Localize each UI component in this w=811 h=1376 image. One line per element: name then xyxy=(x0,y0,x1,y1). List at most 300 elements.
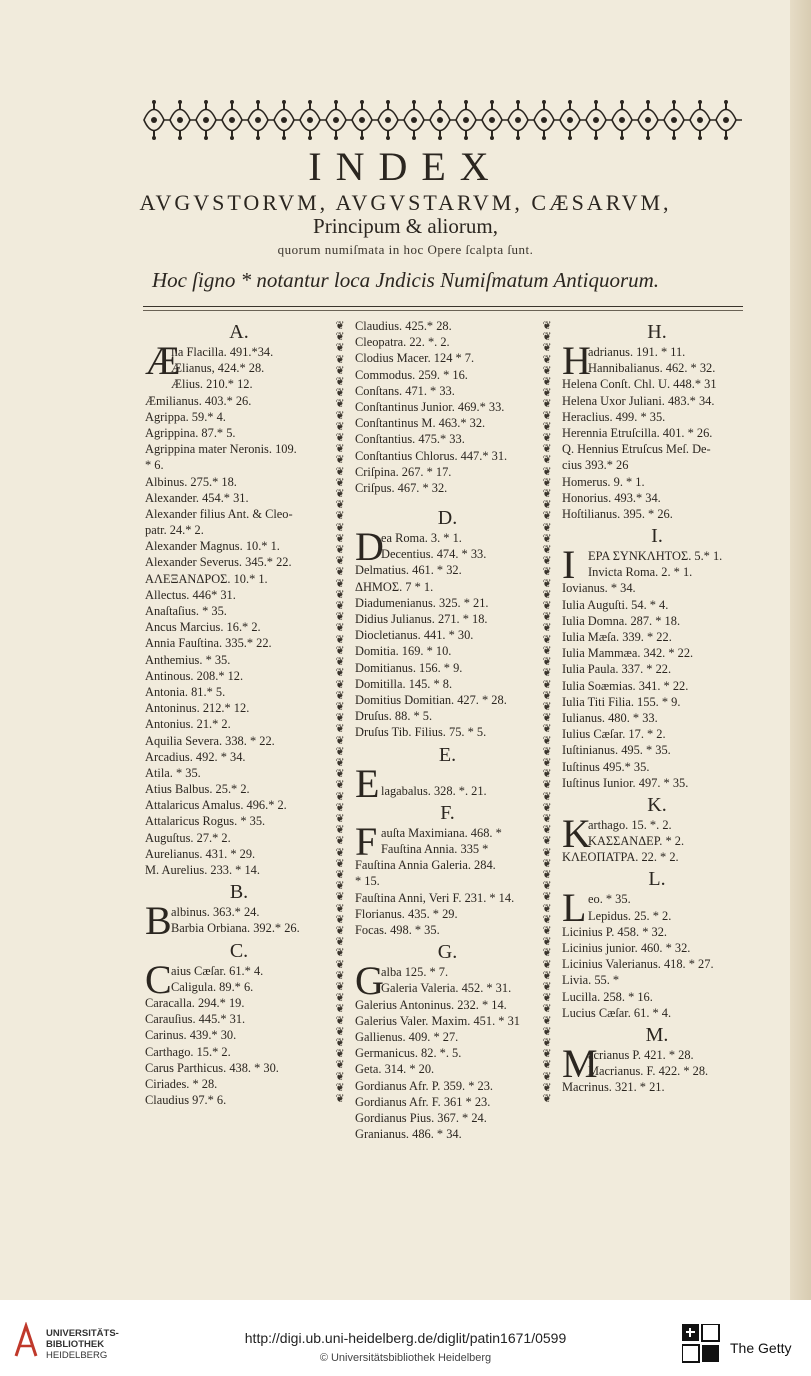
divider-ornament-glyph: ❦ xyxy=(335,1092,345,1106)
index-entry: lagabalus. 328. *. 21. xyxy=(381,783,487,798)
drop-cap: D xyxy=(355,524,384,570)
divider-ornament-glyph: ❦ xyxy=(542,487,552,501)
index-entry: Anaſtaſius. * 35. xyxy=(145,604,227,619)
index-entry: Atius Balbus. 25.* 2. xyxy=(145,782,250,797)
index-entry: adrianus. 191. * 11. xyxy=(588,345,686,359)
divider-ornament-glyph: ❦ xyxy=(335,800,345,814)
index-entry: Antonius. 21.* 2. xyxy=(145,717,231,732)
index-entry: aius Cæſar. 61.* 4. xyxy=(171,963,264,978)
section-letter-m: M. xyxy=(645,1024,669,1046)
index-entry: Agrippina. 87.* 5. xyxy=(145,425,236,440)
section-letter-d: D. xyxy=(437,507,458,530)
divider-ornament-glyph: ❦ xyxy=(335,599,345,613)
divider-ornament-glyph: ❦ xyxy=(335,890,345,904)
index-entry: Commodus. 259. * 16. xyxy=(355,367,468,382)
drop-cap: C xyxy=(145,956,172,1002)
drop-cap-entry-d xyxy=(355,524,540,570)
divider-ornament-glyph: ❦ xyxy=(335,733,345,747)
divider-ornament-glyph: ❦ xyxy=(335,722,345,736)
divider-ornament-glyph: ❦ xyxy=(335,498,345,512)
entry-list-i xyxy=(562,580,752,790)
index-entry: Ælius. 210.* 12. xyxy=(171,377,253,392)
divider-ornament-glyph: ❦ xyxy=(542,744,552,758)
divider-ornament-glyph: ❦ xyxy=(542,565,552,579)
index-entry: Macrianus. F. 422. * 28. xyxy=(588,1064,709,1079)
divider-ornament-glyph: ❦ xyxy=(542,755,552,769)
index-entry: Alexander Magnus. 10.* 1. xyxy=(145,539,280,554)
index-entry: Gordianus Afr. F. 361 * 23. xyxy=(355,1094,491,1109)
divider-ornament-glyph: ❦ xyxy=(542,498,552,512)
divider-ornament-glyph: ❦ xyxy=(335,789,345,803)
index-entry: Alexander. 454.* 31. xyxy=(145,490,249,505)
index-entry: Licinius Valerianus. 418. * 27. xyxy=(562,957,714,972)
index-entry: patr. 24.* 2. xyxy=(145,523,204,538)
divider-ornament-glyph: ❦ xyxy=(542,845,552,859)
divider-ornament-glyph: ❦ xyxy=(542,632,552,646)
divider-ornament-glyph: ❦ xyxy=(335,778,345,792)
index-entry: Iulia Domna. 287. * 18. xyxy=(562,613,681,628)
divider-ornament-glyph: ❦ xyxy=(542,655,552,669)
divider-ornament-glyph: ❦ xyxy=(542,643,552,657)
heading-rule-thin xyxy=(143,310,743,311)
index-entry: Carauſius. 445.* 31. xyxy=(145,1012,246,1027)
getty-logo-icon xyxy=(682,1324,720,1364)
divider-ornament-glyph: ❦ xyxy=(335,688,345,702)
drop-cap: I xyxy=(562,542,576,588)
index-entry: Annia Fauſtina. 335.* 22. xyxy=(145,636,272,651)
index-entry: Carinus. 439.* 30. xyxy=(145,1028,237,1043)
divider-ornament-glyph: ❦ xyxy=(542,1013,552,1027)
divider-ornament-glyph: ❦ xyxy=(335,352,345,366)
index-entry: Alexander Severus. 345.* 22. xyxy=(145,555,292,570)
index-entry: Auguſtus. 27.* 2. xyxy=(145,830,231,845)
divider-ornament-glyph: ❦ xyxy=(335,744,345,758)
divider-ornament-glyph: ❦ xyxy=(542,1047,552,1061)
index-entry: Q. Hennius Etruſcus Meſ. De- xyxy=(562,442,711,457)
divider-ornament-glyph: ❦ xyxy=(542,991,552,1005)
getty-name: The Getty xyxy=(730,1340,792,1356)
divider-ornament-glyph: ❦ xyxy=(542,520,552,534)
divider-ornament-glyph: ❦ xyxy=(335,363,345,377)
index-entry: Iulia Mæſa. 339. * 22. xyxy=(562,630,672,645)
divider-ornament-glyph: ❦ xyxy=(335,621,345,635)
index-entry: Gallienus. 409. * 27. xyxy=(355,1030,459,1044)
index-entry: Claudius. 425.* 28. xyxy=(355,319,452,333)
index-entry: Agrippina mater Neronis. 109. xyxy=(145,442,297,457)
index-entry: Antoninus. 212.* 12. xyxy=(145,701,250,716)
index-entry: Iovianus. * 34. xyxy=(562,581,636,596)
index-entry: ΚΑΣΣΑΝΔΕΡ. * 2. xyxy=(588,834,685,849)
divider-ornament-glyph: ❦ xyxy=(335,755,345,769)
index-entry: Galerius Valer. Maxim. 451. * 31 xyxy=(355,1013,520,1028)
drop-cap-entry-e xyxy=(355,760,540,806)
index-entry: Barbia Orbiana. 392.* 26. xyxy=(171,921,300,936)
divider-ornament-glyph: ❦ xyxy=(542,946,552,960)
index-entry: Criſpina. 267. * 17. xyxy=(355,464,452,479)
index-entry: Iuſtinus Iunior. 497. * 35. xyxy=(562,775,689,790)
divider-ornament-glyph: ❦ xyxy=(542,543,552,557)
divider-ornament-glyph: ❦ xyxy=(542,912,552,926)
divider-ornament-glyph: ❦ xyxy=(335,453,345,467)
index-entry: Carthago. 15.* 2. xyxy=(145,1044,231,1059)
divider-ornament-glyph: ❦ xyxy=(542,879,552,893)
index-entry: Domitia. 169. * 10. xyxy=(355,644,452,659)
drop-cap-entry-k xyxy=(562,810,752,856)
divider-ornament-glyph: ❦ xyxy=(542,1069,552,1083)
drop-cap: K xyxy=(562,810,591,856)
entry-list-c-continued xyxy=(355,318,540,496)
drop-cap: H xyxy=(562,338,591,383)
index-entry: Iulianus. 480. * 33. xyxy=(562,710,658,725)
divider-ornament-glyph: ❦ xyxy=(335,442,345,456)
divider-ornament-glyph: ❦ xyxy=(335,475,345,489)
index-entry: Heraclius. 499. * 35. xyxy=(562,409,666,424)
index-entry: arthago. 15. *. 2. xyxy=(588,817,672,832)
entry-list-l xyxy=(562,924,752,1021)
divider-ornament-glyph: ❦ xyxy=(542,923,552,937)
index-entry: Homerus. 9. * 1. xyxy=(562,474,645,489)
index-entry: Iuſtinus 495.* 35. xyxy=(562,759,650,774)
heading-rule xyxy=(143,306,743,307)
divider-ornament-glyph: ❦ xyxy=(335,397,345,411)
entry-list-c xyxy=(145,995,333,1108)
divider-ornament-glyph: ❦ xyxy=(335,375,345,389)
divider-ornament-glyph: ❦ xyxy=(542,890,552,904)
divider-ornament-glyph: ❦ xyxy=(335,464,345,478)
divider-ornament-glyph: ❦ xyxy=(335,856,345,870)
subtitle-augustorum: AVGVSTORVM, AVGVSTARVM, CÆSARVM, xyxy=(139,190,672,215)
index-entry: Gordianus Afr. P. 359. * 23. xyxy=(355,1078,494,1093)
index-entry: lia Flacilla. 491.*34. xyxy=(171,345,274,359)
divider-ornament-glyph: ❦ xyxy=(542,621,552,635)
divider-ornament-glyph: ❦ xyxy=(335,991,345,1005)
index-entry: Antonia. 81.* 5. xyxy=(145,684,226,699)
divider-ornament-glyph: ❦ xyxy=(335,330,345,344)
divider-ornament-glyph: ❦ xyxy=(542,554,552,568)
index-entry: Anthemius. * 35. xyxy=(145,652,231,667)
divider-ornament-glyph: ❦ xyxy=(542,834,552,848)
divider-ornament-glyph: ❦ xyxy=(542,408,552,422)
divider-ornament-glyph: ❦ xyxy=(335,1069,345,1083)
drop-cap: Æ xyxy=(145,338,181,383)
subtitle-principum: Principum & aliorum, xyxy=(313,214,498,238)
divider-ornament-glyph: ❦ xyxy=(542,823,552,837)
index-entry: Antinous. 208.* 12. xyxy=(145,668,244,683)
drop-cap-entry-h xyxy=(562,338,752,383)
drop-cap: B xyxy=(145,898,172,944)
index-entry: Æmilianus. 403.* 26. xyxy=(145,393,252,408)
divider-ornament-glyph: ❦ xyxy=(542,811,552,825)
divider-ornament-glyph: ❦ xyxy=(542,800,552,814)
drop-cap-entry-m xyxy=(562,1041,752,1086)
index-entry: Helena Uxor Juliani. 483.* 34. xyxy=(562,393,715,408)
divider-ornament-glyph: ❦ xyxy=(542,375,552,389)
index-entry: Iulia Paula. 337. * 22. xyxy=(562,662,672,677)
divider-ornament-glyph: ❦ xyxy=(335,643,345,657)
divider-ornament-glyph: ❦ xyxy=(335,1013,345,1027)
divider-ornament-glyph: ❦ xyxy=(335,1024,345,1038)
index-entry: Lepidus. 25. * 2. xyxy=(588,908,672,923)
divider-ornament-glyph: ❦ xyxy=(542,352,552,366)
index-entry: Hoſtilianus. 395. * 26. xyxy=(562,506,673,521)
divider-ornament-glyph: ❦ xyxy=(542,431,552,445)
divider-ornament-glyph: ❦ xyxy=(335,867,345,881)
subtitle-quorum: quorum numiſmata in hoc Opere ſcalpta ſunt. xyxy=(277,242,534,257)
section-letter-i: I. xyxy=(651,525,663,548)
divider-ornament-glyph: ❦ xyxy=(542,397,552,411)
section-letter-k: K. xyxy=(647,793,667,816)
index-entry: Galeria Valeria. 452. * 31. xyxy=(381,981,512,996)
divider-ornament-glyph: ❦ xyxy=(335,879,345,893)
divider-ornament-glyph: ❦ xyxy=(335,935,345,949)
divider-ornament-glyph: ❦ xyxy=(542,1002,552,1016)
ornament-band xyxy=(142,98,742,142)
index-entry: Criſpus. 467. * 32. xyxy=(355,480,448,495)
divider-ornament-glyph: ❦ xyxy=(335,632,345,646)
index-column-1 xyxy=(145,318,333,1108)
index-entry: Hannibalianus. 462. * 32. xyxy=(588,361,716,376)
index-entry: Aurelianus. 431. * 29. xyxy=(145,846,256,861)
index-entry: Lucilla. 258. * 16. xyxy=(562,989,653,1004)
index-entry: * 15. xyxy=(355,874,380,889)
divider-ornament-glyph: ❦ xyxy=(542,711,552,725)
index-entry: Iulia Titi Filia. 155. * 9. xyxy=(562,694,681,709)
index-entry: Focas. 498. * 35. xyxy=(355,923,440,938)
index-entry: Conſtans. 471. * 33. xyxy=(355,383,455,398)
index-entry: Allectus. 446* 31. xyxy=(145,587,236,602)
divider-ornament-glyph: ❦ xyxy=(542,699,552,713)
drop-cap-entry-l xyxy=(562,885,752,931)
divider-ornament-glyph: ❦ xyxy=(335,677,345,691)
divider-ornament-glyph: ❦ xyxy=(335,1047,345,1061)
divider-ornament-glyph: ❦ xyxy=(335,320,345,332)
index-entry: Iulius Cæſar. 17. * 2. xyxy=(562,727,666,742)
divider-ornament-glyph: ❦ xyxy=(542,957,552,971)
divider-ornament-glyph: ❦ xyxy=(335,1058,345,1072)
index-entry: Domitius Domitian. 427. * 28. xyxy=(355,692,507,707)
drop-cap: F xyxy=(355,818,378,864)
index-entry: Attalaricus Amalus. 496.* 2. xyxy=(145,798,287,813)
drop-cap: L xyxy=(562,885,587,931)
divider-ornament-glyph: ❦ xyxy=(335,531,345,545)
index-entry: Livia. 55. * xyxy=(562,973,620,988)
subtitle-note: Hoc ſigno * notantur loca Jndicis Numiſmatum Antiquorum. xyxy=(151,268,660,292)
divider-ornament-glyph: ❦ xyxy=(335,823,345,837)
divider-ornament-glyph: ❦ xyxy=(542,979,552,993)
index-entry: Fauſtina Annia. 335 * xyxy=(381,842,489,857)
divider-ornament-glyph: ❦ xyxy=(335,565,345,579)
divider-ornament-glyph: ❦ xyxy=(542,531,552,545)
column-divider-ornament xyxy=(540,320,554,1110)
index-entry: Conſtantius. 475.* 33. xyxy=(355,432,465,447)
divider-glyphs xyxy=(540,320,554,1104)
index-entry: alba 125. * 7. xyxy=(381,965,449,980)
section-letter-l: L. xyxy=(648,868,666,891)
divider-ornament-glyph: ❦ xyxy=(335,699,345,713)
drop-cap: M xyxy=(562,1041,598,1086)
index-entry: Caligula. 89.* 6. xyxy=(171,979,254,994)
divider-ornament-glyph: ❦ xyxy=(542,778,552,792)
section-letter-c: C. xyxy=(229,939,249,962)
index-entry: Geta. 314. * 20. xyxy=(355,1062,435,1077)
index-entry: * 6. xyxy=(145,458,164,473)
divider-ornament-glyph: ❦ xyxy=(542,1058,552,1072)
drop-cap-entry-b xyxy=(145,898,333,944)
index-entry: Iulia Auguſti. 54. * 4. xyxy=(562,597,669,612)
divider-ornament-glyph: ❦ xyxy=(542,856,552,870)
divider-ornament-glyph: ❦ xyxy=(542,599,552,613)
divider-ornament-glyph: ❦ xyxy=(542,935,552,949)
index-entry: Iulia Mammæa. 342. * 22. xyxy=(562,646,694,661)
drop-cap-entry-a xyxy=(145,338,333,383)
index-entry: Claudius 97.* 6. xyxy=(145,1093,227,1108)
entry-list-g xyxy=(355,997,540,1143)
drop-cap: G xyxy=(355,958,384,1004)
divider-ornament-glyph: ❦ xyxy=(335,811,345,825)
entry-list-d xyxy=(355,562,540,740)
index-entry: Alexander filius Ant. & Cleo- xyxy=(145,506,293,521)
index-entry: eo. * 35. xyxy=(588,892,631,907)
divider-ornament-glyph: ❦ xyxy=(335,957,345,971)
index-entry: Decentius. 474. * 33. xyxy=(381,547,487,562)
divider-ornament-glyph: ❦ xyxy=(335,431,345,445)
viewer-footer xyxy=(0,1300,811,1376)
section-letter-f: F. xyxy=(440,801,455,824)
divider-ornament-glyph: ❦ xyxy=(542,341,552,355)
index-entry: Helena Conſt. Chl. U. 448.* 31 xyxy=(562,377,717,392)
index-entry: Fauſtina Anni, Veri F. 231. * 14. xyxy=(355,890,515,905)
divider-ornament-glyph: ❦ xyxy=(542,733,552,747)
permalink-url[interactable]: http://digi.ub.uni-heidelberg.de/diglit/patin1671/0599 xyxy=(244,1330,567,1346)
index-entry: ΑΛΕΞΑΝΔΡΟΣ. 10.* 1. xyxy=(145,571,268,586)
divider-ornament-glyph: ❦ xyxy=(335,520,345,534)
index-entry: ΔΗΜΟΣ. 7 * 1. xyxy=(355,579,434,594)
divider-ornament-glyph: ❦ xyxy=(335,509,345,523)
index-column-2 xyxy=(355,318,540,1142)
divider-ornament-glyph: ❦ xyxy=(542,688,552,702)
index-entry: Herennia Etruſcilla. 401. * 26. xyxy=(562,425,713,440)
divider-ornament-glyph: ❦ xyxy=(335,979,345,993)
divider-ornament-glyph: ❦ xyxy=(542,968,552,982)
index-entry: Licinius P. 458. * 32. xyxy=(562,924,667,939)
divider-ornament-glyph: ❦ xyxy=(542,767,552,781)
index-entry: M. Aurelius. 233. * 14. xyxy=(145,863,260,878)
divider-ornament-glyph: ❦ xyxy=(335,655,345,669)
index-entry: Didius Julianus. 271. * 18. xyxy=(355,612,488,627)
divider-ornament-glyph: ❦ xyxy=(335,587,345,601)
section-letter-h: H. xyxy=(647,321,667,343)
index-entry: Conſtantinus M. 463.* 32. xyxy=(355,416,486,431)
drop-cap-entry-f xyxy=(355,818,540,864)
entry-list-h xyxy=(562,376,752,522)
index-entry: Druſus. 88. * 5. xyxy=(355,709,433,724)
index-entry: Conſtantinus Junior. 469.* 33. xyxy=(355,399,505,414)
drop-cap-entry-i xyxy=(562,542,752,588)
index-entry: ΕΡΑ ΣΥΝΚΛΗΤΟΣ. 5.* 1. xyxy=(588,549,723,564)
divider-ornament-glyph: ❦ xyxy=(335,386,345,400)
index-title: INDEX xyxy=(308,144,503,189)
copyright-notice: © Universitätsbibliothek Heidelberg xyxy=(319,1352,492,1364)
divider-ornament-glyph: ❦ xyxy=(542,453,552,467)
divider-ornament-glyph: ❦ xyxy=(542,330,552,344)
divider-ornament-glyph: ❦ xyxy=(542,1036,552,1049)
index-entry: Attalaricus Rogus. * 35. xyxy=(145,814,266,829)
divider-ornament-glyph: ❦ xyxy=(335,666,345,680)
divider-ornament-glyph: ❦ xyxy=(335,923,345,937)
index-entry: Caracalla. 294.* 19. xyxy=(145,995,245,1010)
divider-ornament-glyph: ❦ xyxy=(335,1080,345,1094)
index-entry: Agrippa. 59.* 4. xyxy=(145,409,226,424)
index-entry: Invicta Roma. 2. * 1. xyxy=(588,565,693,580)
index-entry: acrianus P. 421. * 28. xyxy=(588,1048,694,1062)
divider-ornament-glyph: ❦ xyxy=(335,576,345,590)
index-entry: Honorius. 493.* 34. xyxy=(562,490,661,505)
ornament-graphic xyxy=(142,98,742,142)
index-entry: Iuſtinianus. 495. * 35. xyxy=(562,743,671,758)
index-entry: Licinius junior. 460. * 32. xyxy=(562,941,691,956)
index-entry: Cleopatra. 22. *. 2. xyxy=(355,335,450,350)
uni-line-3: HEIDELBERG xyxy=(46,1350,108,1361)
index-entry: Florianus. 435. * 29. xyxy=(355,906,458,921)
index-entry: Conſtantius Chlorus. 447.* 31. xyxy=(355,448,508,463)
divider-ornament-glyph: ❦ xyxy=(335,487,345,501)
section-letter-b: B. xyxy=(229,881,249,904)
divider-ornament-glyph: ❦ xyxy=(542,509,552,523)
divider-ornament-glyph: ❦ xyxy=(542,363,552,377)
drop-cap: E xyxy=(355,760,380,806)
index-entry: cius 393.* 26 xyxy=(562,458,629,473)
divider-ornament-glyph: ❦ xyxy=(542,722,552,736)
index-entry: Clodius Macer. 124 * 7. xyxy=(355,351,475,366)
index-entry: Albinus. 275.* 18. xyxy=(145,474,237,489)
index-entry: Ancus Marcius. 16.* 2. xyxy=(145,620,261,635)
divider-ornament-glyph: ❦ xyxy=(542,587,552,601)
index-entry: ea Roma. 3. * 1. xyxy=(381,531,462,546)
section-letter-a: A. xyxy=(229,321,249,343)
divider-ornament-glyph: ❦ xyxy=(335,419,345,433)
index-entry: Carus Parthicus. 438. * 30. xyxy=(145,1060,279,1075)
index-entry: Gordianus Pius. 367. * 24. xyxy=(355,1110,487,1125)
uni-line-1: UNIVERSITÄTS- xyxy=(46,1328,119,1339)
entry-list-a xyxy=(145,393,333,879)
divider-ornament-glyph: ❦ xyxy=(335,610,345,624)
divider-ornament-glyph: ❦ xyxy=(335,845,345,859)
entry-list-f xyxy=(355,857,540,938)
index-entry: Domitilla. 145. * 8. xyxy=(355,676,453,691)
column-divider-ornament xyxy=(333,320,347,1110)
divider-ornament-glyph: ❦ xyxy=(542,464,552,478)
divider-ornament-glyph: ❦ xyxy=(542,666,552,680)
index-entry: Diadumenianus. 325. * 21. xyxy=(355,595,489,610)
section-letter-g: G. xyxy=(437,941,458,964)
index-entry: Lucius Cæſar. 61. * 4. xyxy=(562,1005,672,1020)
divider-ornament-glyph: ❦ xyxy=(335,912,345,926)
index-entry: Druſus Tib. Filius. 75. * 5. xyxy=(355,725,487,740)
divider-ornament-glyph: ❦ xyxy=(335,341,345,355)
divider-ornament-glyph: ❦ xyxy=(542,1092,552,1106)
index-entry: Galerius Antoninus. 232. * 14. xyxy=(355,997,507,1012)
index-entry: Fauſtina Annia Galeria. 284. xyxy=(355,858,496,873)
divider-ornament-glyph: ❦ xyxy=(542,610,552,624)
divider-ornament-glyph: ❦ xyxy=(542,789,552,803)
drop-cap-entry-g xyxy=(355,958,540,1004)
uni-line-2: BIBLIOTHEK xyxy=(46,1339,105,1350)
section-letter-e: E. xyxy=(438,743,457,766)
divider-ornament-glyph: ❦ xyxy=(542,442,552,456)
divider-ornament-glyph: ❦ xyxy=(335,968,345,982)
index-entry: Germanicus. 82. *. 5. xyxy=(355,1046,462,1061)
divider-ornament-glyph: ❦ xyxy=(335,408,345,422)
